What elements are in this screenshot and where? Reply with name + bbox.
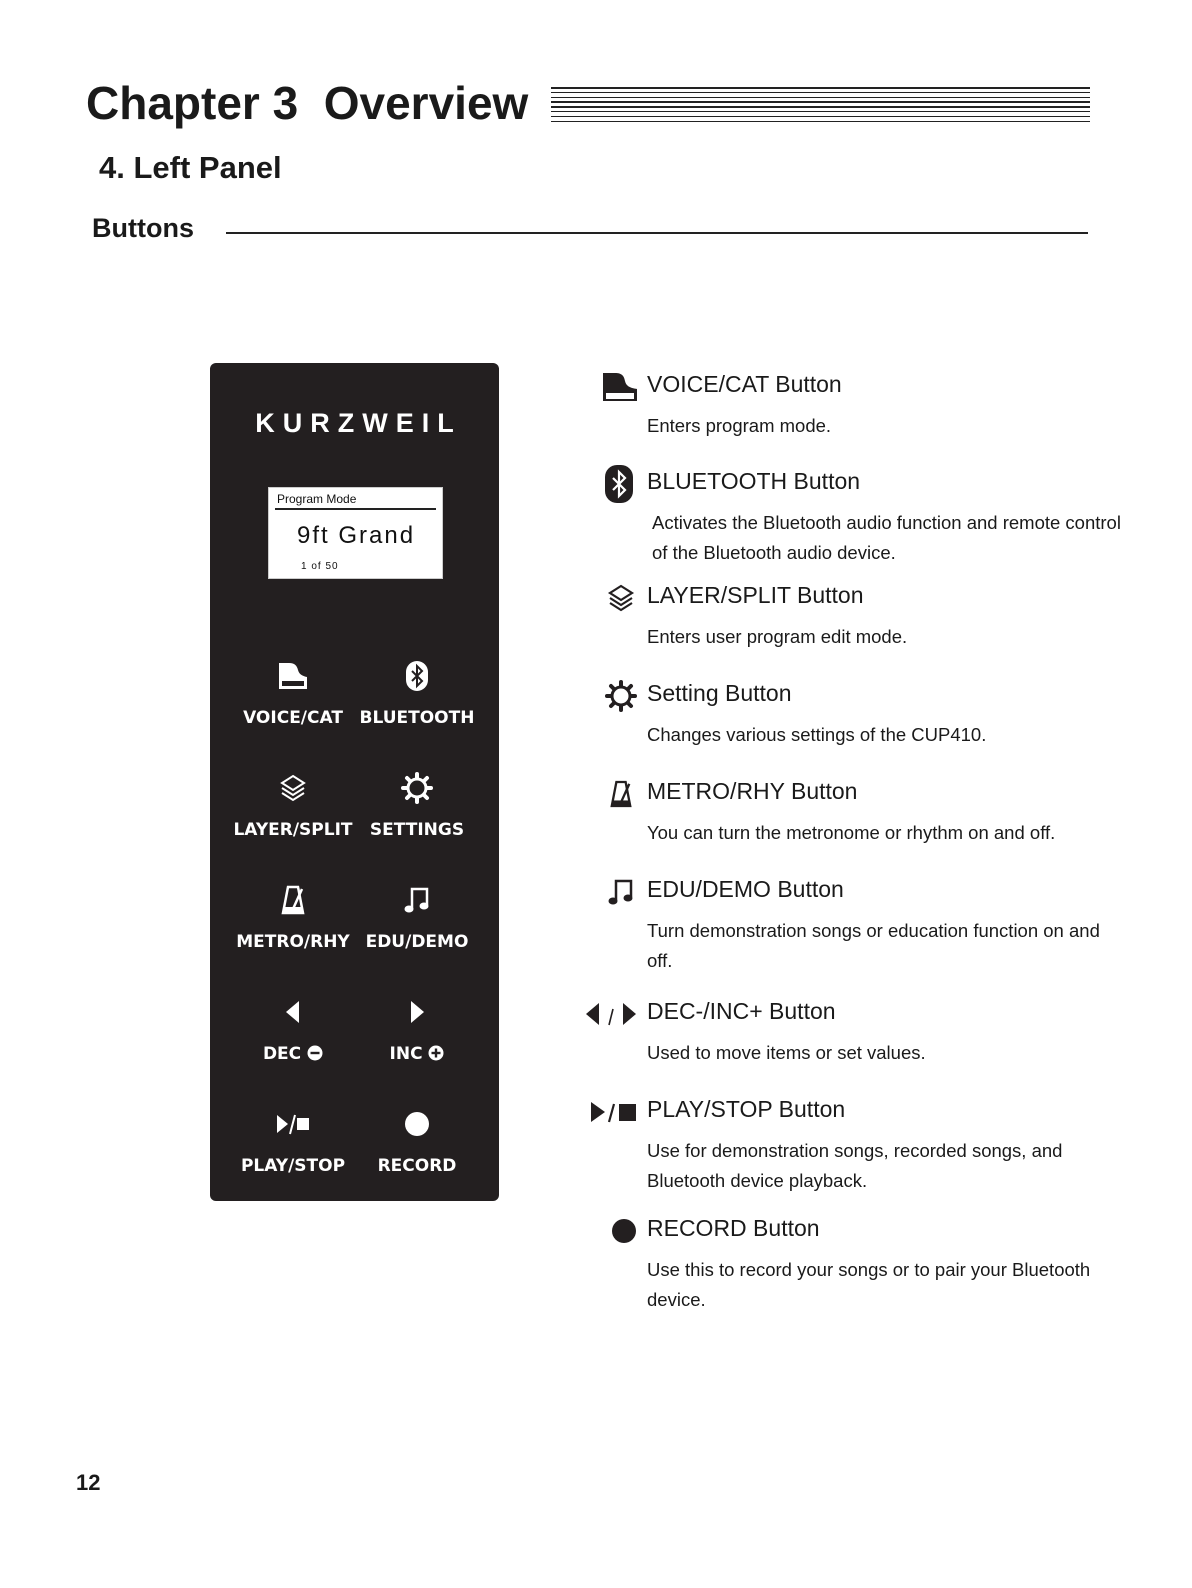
panel-button-label: PLAY/STOP	[240, 1156, 346, 1176]
screen-divider	[275, 508, 436, 510]
panel-button-label: EDU/DEMO	[365, 932, 469, 952]
panel-button-dec[interactable]	[223, 992, 363, 1064]
subsection-rule	[226, 232, 1088, 234]
panel-button-label: SETTINGS	[369, 820, 465, 840]
description-text: Enters program mode.	[647, 415, 832, 436]
panel-button-metro-rhy[interactable]	[223, 880, 363, 952]
screen-program-name: 9ft Grand	[297, 522, 416, 549]
description-text: Changes various settings of the CUP410.	[647, 724, 987, 745]
page-number: 12	[76, 1470, 101, 1495]
music-note-icon	[347, 880, 487, 920]
record-icon	[347, 1104, 487, 1144]
panel-button-record[interactable]	[347, 1104, 487, 1176]
panel-button-bluetooth[interactable]	[347, 656, 487, 728]
panel-button-label-row	[223, 1044, 363, 1064]
panel-button-label: LAYER/SPLIT	[233, 820, 353, 840]
piano-icon	[223, 656, 363, 696]
minus-circle-icon	[307, 1045, 323, 1061]
description-text: Enters user program edit mode.	[647, 626, 908, 647]
chapter-title-rules	[551, 87, 1090, 123]
plus-circle-icon	[428, 1045, 444, 1061]
panel-button-voice-cat[interactable]	[223, 656, 363, 728]
left-triangle-icon	[223, 992, 363, 1032]
panel-button-edu-demo[interactable]	[347, 880, 487, 952]
description-title: VOICE/CAT Button	[647, 371, 842, 397]
screen-program-count: 1 of 50	[301, 561, 339, 572]
play-stop-icon	[589, 1094, 639, 1130]
screen-mode-label: Program Mode	[277, 492, 357, 506]
layers-icon	[223, 768, 363, 808]
description-title: METRO/RHY Button	[647, 778, 858, 804]
gear-icon	[347, 768, 487, 808]
section-title: 4. Left Panel	[99, 150, 282, 185]
bluetooth-icon	[603, 466, 633, 502]
gear-icon	[603, 678, 637, 714]
panel-button-label: RECORD	[377, 1156, 457, 1176]
lcd-screen	[268, 487, 443, 579]
description-text: Use this to record your songs or to pair your Bluetooth device.	[647, 1259, 1091, 1310]
play-stop-icon	[223, 1104, 363, 1144]
metronome-icon	[223, 880, 363, 920]
left-panel-illustration	[210, 363, 499, 1201]
dec-inc-icon	[585, 996, 639, 1032]
description-title: BLUETOOTH Button	[647, 468, 861, 494]
brand-logo: KURZWEIL	[255, 408, 462, 438]
panel-button-layer-split[interactable]	[223, 768, 363, 840]
description-title: PLAY/STOP Button	[647, 1096, 846, 1122]
chapter-title: Chapter 3 Overview	[86, 77, 529, 129]
description-text: Activates the Bluetooth audio function and remote control of the Bluetooth audio device.	[652, 512, 1121, 563]
description-title: RECORD Button	[647, 1215, 820, 1241]
layers-icon	[605, 580, 635, 616]
subsection-title: Buttons	[92, 213, 194, 243]
description-text: Used to move items or set values.	[647, 1042, 926, 1063]
piano-icon	[599, 369, 639, 405]
panel-button-label: VOICE/CAT	[243, 708, 343, 728]
record-icon	[609, 1213, 637, 1249]
panel-button-label: BLUETOOTH	[359, 708, 475, 728]
description-text: Turn demonstration songs or education function on and off.	[647, 920, 1100, 971]
panel-button-settings[interactable]	[347, 768, 487, 840]
description-title: Setting Button	[647, 680, 792, 706]
description-title: LAYER/SPLIT Button	[647, 582, 864, 608]
description-text: Use for demonstration songs, recorded songs, and Bluetooth device playback.	[647, 1140, 1063, 1191]
panel-button-label: METRO/RHY	[236, 932, 350, 952]
panel-button-label: DEC	[262, 1044, 302, 1064]
right-triangle-icon	[347, 992, 487, 1032]
description-title: DEC-/INC+ Button	[647, 998, 836, 1024]
description-title: EDU/DEMO Button	[647, 876, 844, 902]
panel-button-label: INC	[389, 1044, 423, 1064]
panel-button-play-stop[interactable]	[223, 1104, 363, 1176]
panel-button-inc[interactable]	[347, 992, 487, 1064]
panel-button-label-row	[347, 1044, 487, 1064]
music-note-icon	[605, 874, 635, 910]
description-text: You can turn the metronome or rhythm on and off.	[647, 822, 1056, 843]
bluetooth-icon	[347, 656, 487, 696]
metronome-icon	[607, 776, 633, 812]
